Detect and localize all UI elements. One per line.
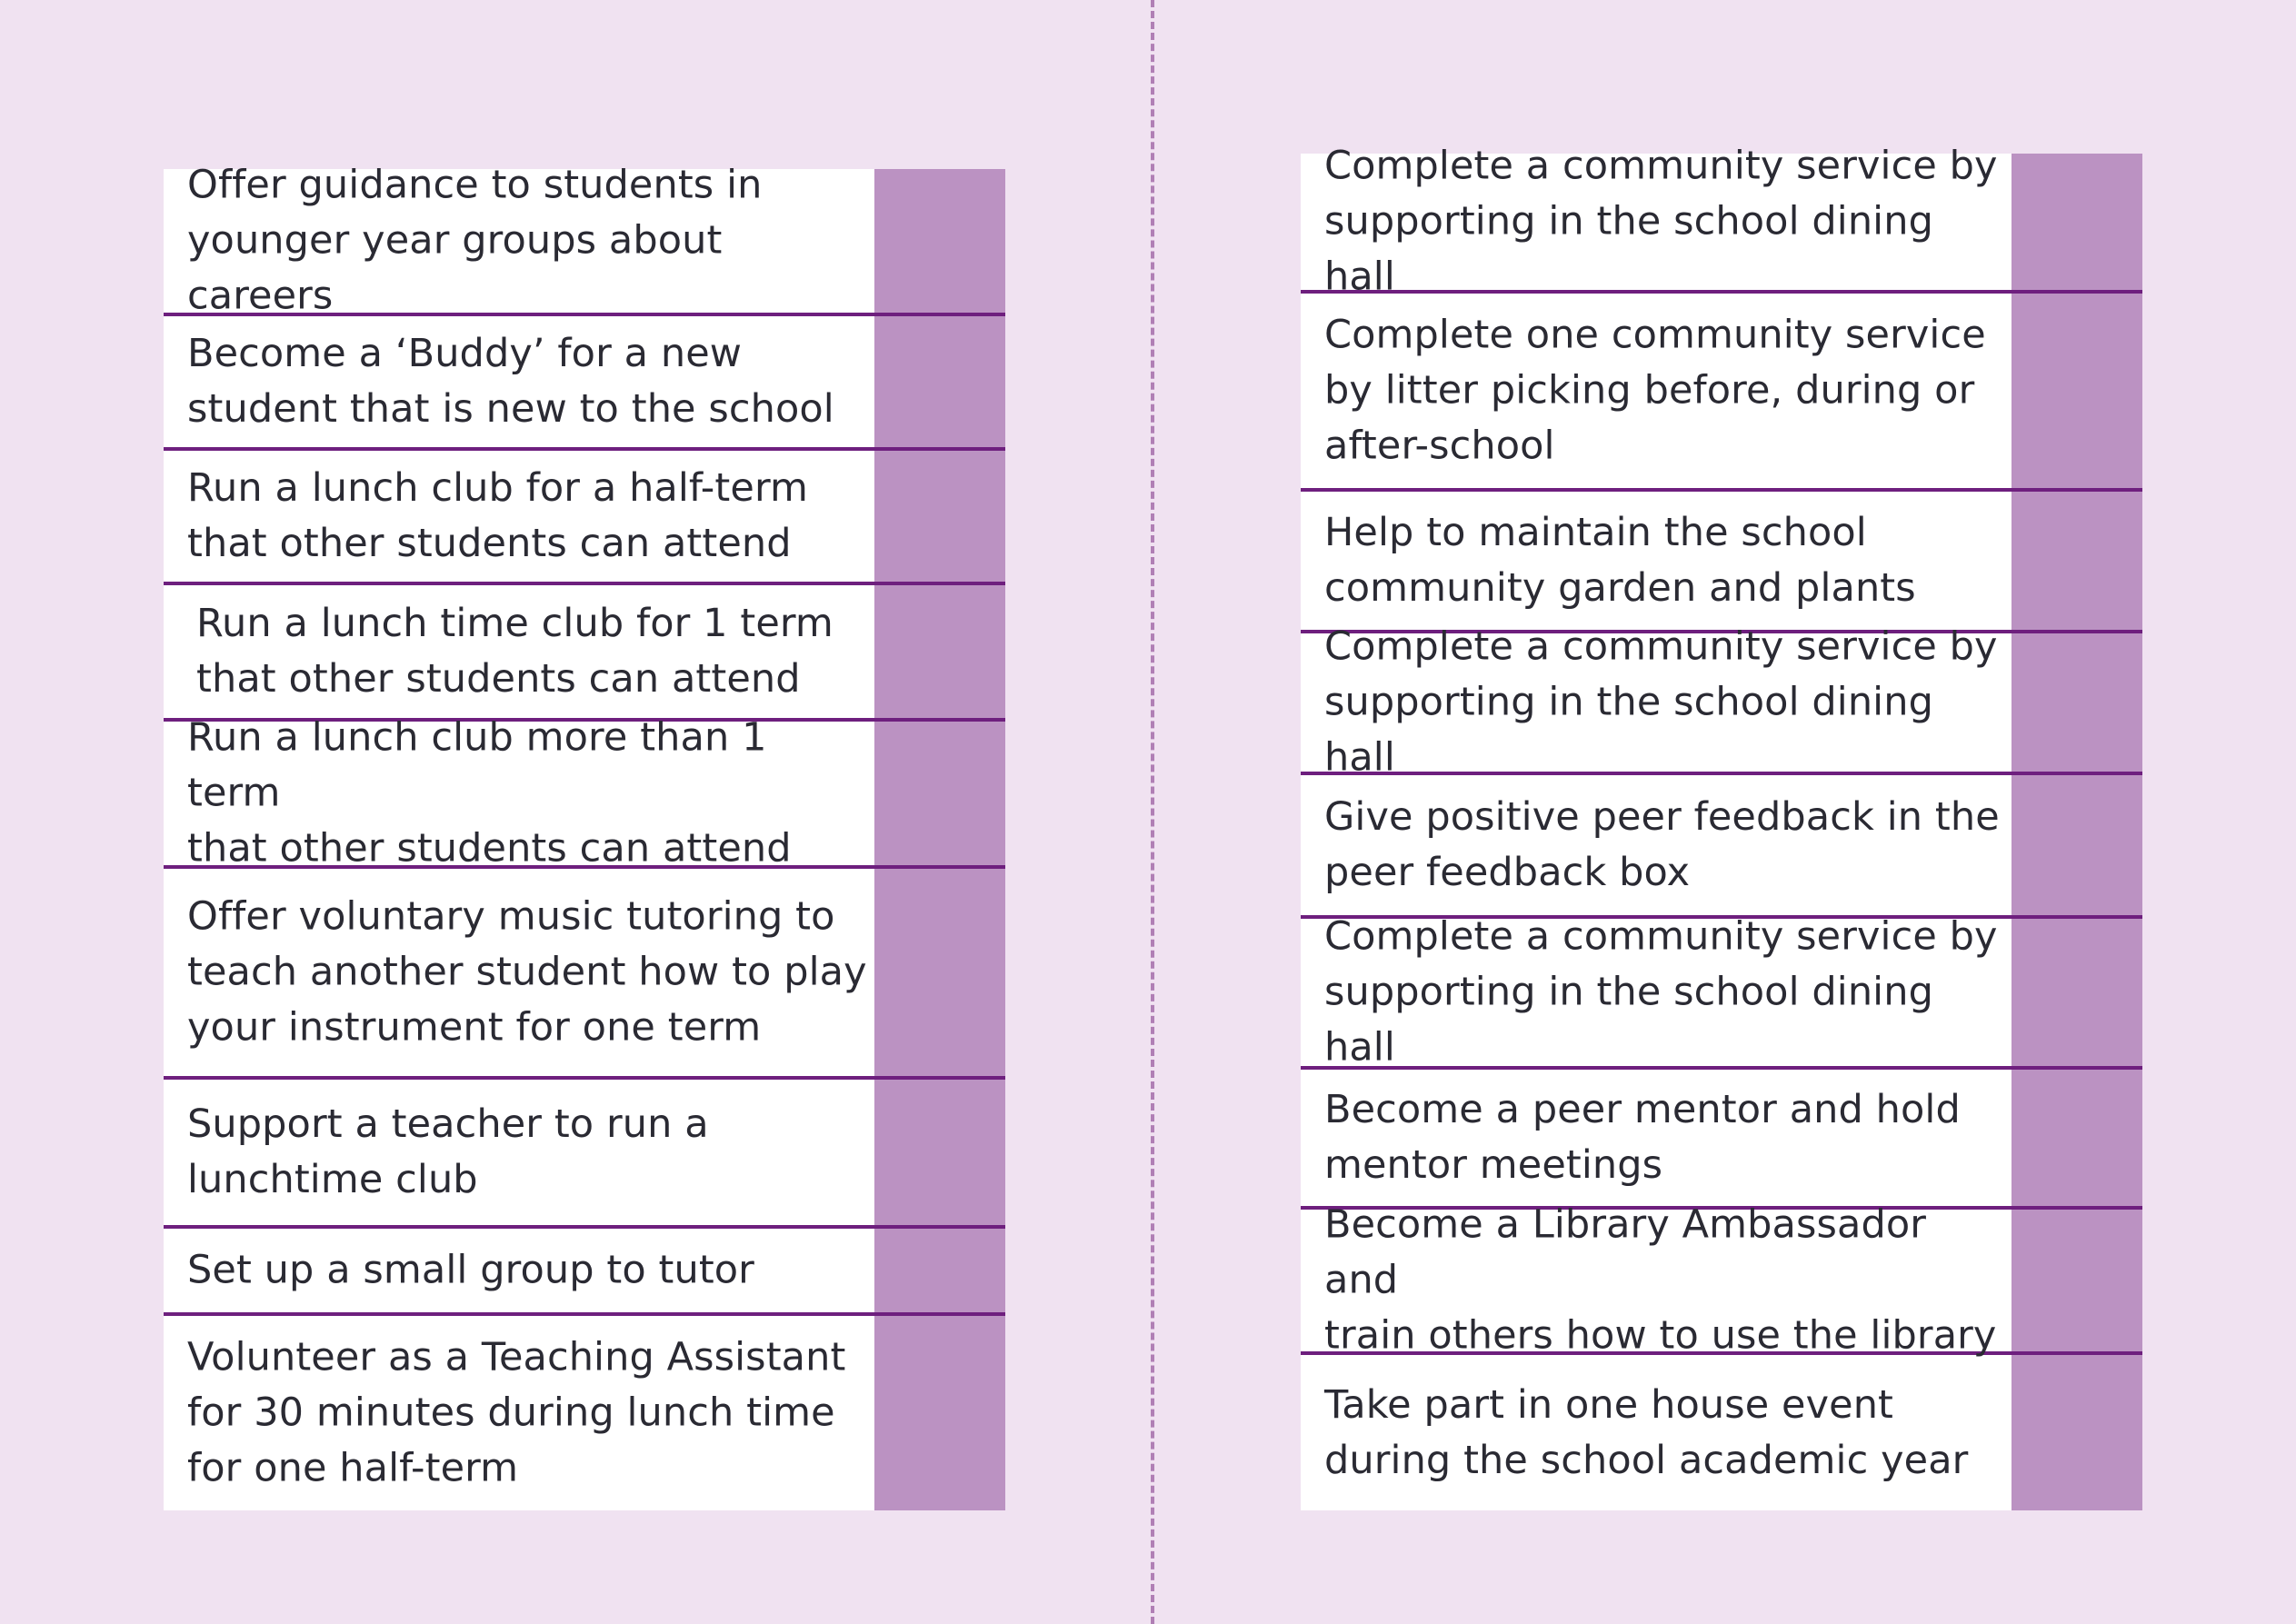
- checklist-row: [1301, 294, 2142, 492]
- activity-text: Run a lunch club for a half-term that other students can attend: [187, 465, 808, 566]
- tick-box[interactable]: [874, 451, 1005, 582]
- checklist-row: [164, 1316, 1005, 1510]
- tick-box[interactable]: [874, 722, 1005, 865]
- checklist-row: [164, 1229, 1005, 1316]
- checklist-row: [1301, 1070, 2142, 1210]
- activity-text: Set up a small group to tutor: [187, 1247, 754, 1293]
- activity-text: Complete a community service by supporting in the school dining hall: [1324, 913, 1998, 1071]
- checklist-row: [164, 869, 1005, 1080]
- tick-box[interactable]: [874, 1080, 1005, 1225]
- checklist-row: [1301, 143, 2142, 300]
- activity-text: Offer guidance to students in younger year groups about careers: [187, 162, 763, 319]
- checklist-row: [164, 316, 1005, 451]
- fold-line: [1151, 0, 1154, 1624]
- tick-box[interactable]: [874, 1316, 1005, 1510]
- tick-box[interactable]: [2011, 1355, 2142, 1510]
- tick-box[interactable]: [874, 1229, 1005, 1312]
- tick-box[interactable]: [2011, 919, 2142, 1066]
- activity-text: Give positive peer feedback in the peer feedback box: [1324, 794, 2000, 895]
- activity-text: Volunteer as a Teaching Assistant for 30 minutes during lunch time for one half-term: [187, 1334, 846, 1491]
- activity-text: Become a peer mentor and hold mentor meetings: [1324, 1087, 1961, 1188]
- checklist-row: [1301, 1201, 2142, 1359]
- tick-box[interactable]: [874, 585, 1005, 718]
- tick-box[interactable]: [2011, 775, 2142, 915]
- tick-box[interactable]: [2011, 1070, 2142, 1206]
- tick-box[interactable]: [874, 169, 1005, 313]
- tick-box[interactable]: [2011, 154, 2142, 290]
- activity-text: Offer voluntary music tutoring to teach another student how to play your instrument for one term: [187, 893, 867, 1051]
- activity-text: Complete one community service by litter picking before, during or after-school: [1324, 312, 1986, 469]
- right-checklist: [1301, 143, 2142, 1510]
- tick-box[interactable]: [874, 869, 1005, 1076]
- tick-box[interactable]: [2011, 633, 2142, 772]
- activity-text: Complete a community service by supporting in the school dining hall: [1324, 623, 1998, 781]
- tick-box[interactable]: [2011, 294, 2142, 488]
- activity-text: Support a teacher to run a lunchtime club: [187, 1101, 709, 1202]
- checklist-row: [1301, 1355, 2142, 1510]
- activity-text: Help to maintain the school community garden and plants: [1324, 510, 1916, 611]
- checklist-row: [164, 162, 1005, 319]
- activity-text: Become a ‘Buddy’ for a new student that is new to the school: [187, 331, 834, 432]
- left-checklist: [164, 162, 1005, 1510]
- activity-text: Run a lunch club more than 1 term that other students can attend: [187, 714, 792, 872]
- tick-box[interactable]: [2011, 1210, 2142, 1351]
- checklist-row: [164, 585, 1005, 722]
- tick-box[interactable]: [2011, 492, 2142, 630]
- checklist-row: [1301, 623, 2142, 781]
- tick-box[interactable]: [874, 316, 1005, 447]
- activity-text: Run a lunch time club for 1 term that other students can attend: [196, 601, 834, 702]
- checklist-row: [164, 451, 1005, 585]
- checklist-row: [164, 1080, 1005, 1229]
- activity-text: Take part in one house event during the school academic year: [1324, 1381, 1969, 1483]
- checklist-row: [1301, 775, 2142, 919]
- activity-text: Become a Library Ambassador and train others how to use the library: [1324, 1201, 1997, 1359]
- checklist-row: [1301, 492, 2142, 633]
- checklist-row: [1301, 913, 2142, 1071]
- checklist-row: [164, 714, 1005, 872]
- activity-text: Complete a community service by supporting in the school dining hall: [1324, 143, 1998, 300]
